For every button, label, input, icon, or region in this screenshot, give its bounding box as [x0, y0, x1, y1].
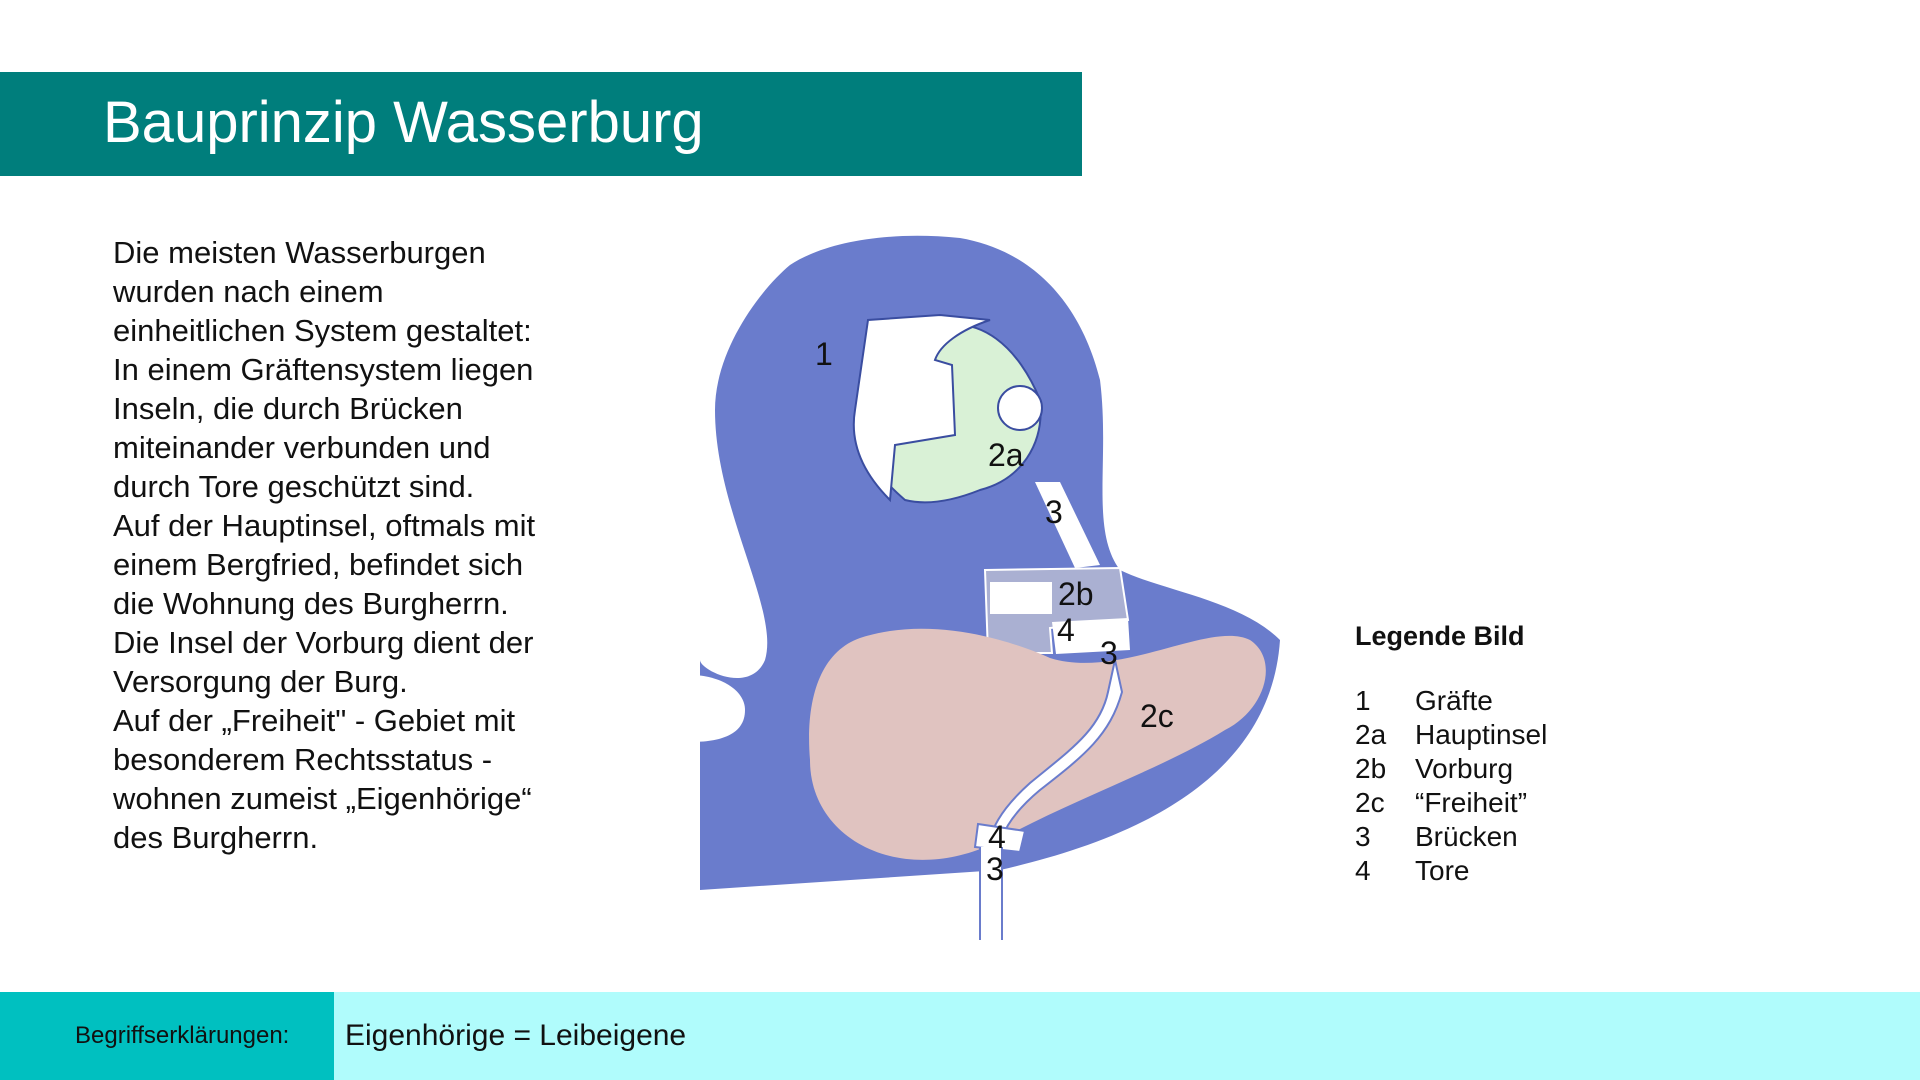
legend-key: 2a: [1355, 719, 1387, 750]
label-gate-lower: 4: [988, 819, 1006, 855]
legend-item: [1355, 854, 1735, 888]
legend-key: 3: [1355, 821, 1371, 852]
label-freedom: 2c: [1140, 698, 1174, 734]
body-line: Inseln, die durch Brücken: [113, 391, 463, 426]
legend-value: Tore: [1415, 855, 1470, 886]
outer-bailey-building: [990, 582, 1052, 614]
body-line: Die meisten Wasserburgen: [113, 235, 486, 270]
legend-value: Hauptinsel: [1415, 719, 1548, 750]
legend-item: [1355, 820, 1735, 854]
legend-item: [1355, 684, 1735, 718]
body-line: besonderem Rechtsstatus -: [113, 742, 493, 777]
footer-label: Begriffserklärungen:: [75, 1022, 290, 1049]
body-line: Auf der „Freiheit" - Gebiet mit: [113, 703, 516, 738]
footer-definition: Eigenhörige = Leibeigene: [345, 1019, 687, 1052]
body-line: einheitlichen System gestaltet:: [113, 313, 532, 348]
body-line: Versorgung der Burg.: [113, 664, 408, 699]
body-line: einem Bergfried, befindet sich: [113, 547, 524, 582]
body-line: die Wohnung des Burgherrn.: [113, 586, 509, 621]
title-bar: [0, 72, 1082, 176]
legend-key: 4: [1355, 855, 1371, 886]
body-line: durch Tore geschützt sind.: [113, 469, 475, 504]
body-line: In einem Gräftensystem liegen: [113, 352, 534, 387]
legend-key: 1: [1355, 685, 1371, 716]
body-text: [113, 233, 613, 857]
bergfried-tower: [998, 386, 1042, 430]
castle-diagram: [690, 230, 1310, 940]
legend-item: [1355, 718, 1735, 752]
body-line: Die Insel der Vorburg dient der: [113, 625, 534, 660]
body-line: wurden nach einem: [113, 274, 384, 309]
slide-title: Bauprinzip Wasserburg: [103, 90, 704, 155]
legend-value: Gräfte: [1415, 685, 1493, 716]
label-bridge-upper: 3: [1045, 494, 1063, 530]
label-gate-upper: 4: [1057, 612, 1075, 648]
legend-value: “Freiheit”: [1415, 787, 1528, 818]
label-outer-bailey: 2b: [1058, 576, 1094, 612]
label-bridge-lower: 3: [986, 851, 1004, 887]
legend-title: Legende Bild: [1355, 621, 1525, 651]
footer-label-box: [0, 992, 334, 1080]
legend: [1355, 618, 1735, 888]
legend-value: Vorburg: [1415, 753, 1514, 784]
label-bridge-middle: 3: [1100, 635, 1118, 671]
body-line: wohnen zumeist „Eigenhörige“: [113, 781, 532, 816]
body-line: miteinander verbunden und: [113, 430, 491, 465]
legend-item: [1355, 752, 1735, 786]
legend-value: Brücken: [1415, 821, 1518, 852]
legend-key: 2c: [1355, 787, 1385, 818]
label-moat: 1: [815, 336, 833, 372]
body-line: des Burgherrn.: [113, 820, 319, 855]
label-main-island: 2a: [988, 437, 1024, 473]
body-line: Auf der Hauptinsel, oftmals mit: [113, 508, 536, 543]
legend-key: 2b: [1355, 753, 1387, 784]
legend-item: [1355, 786, 1735, 820]
footer-bar: [0, 992, 1920, 1080]
